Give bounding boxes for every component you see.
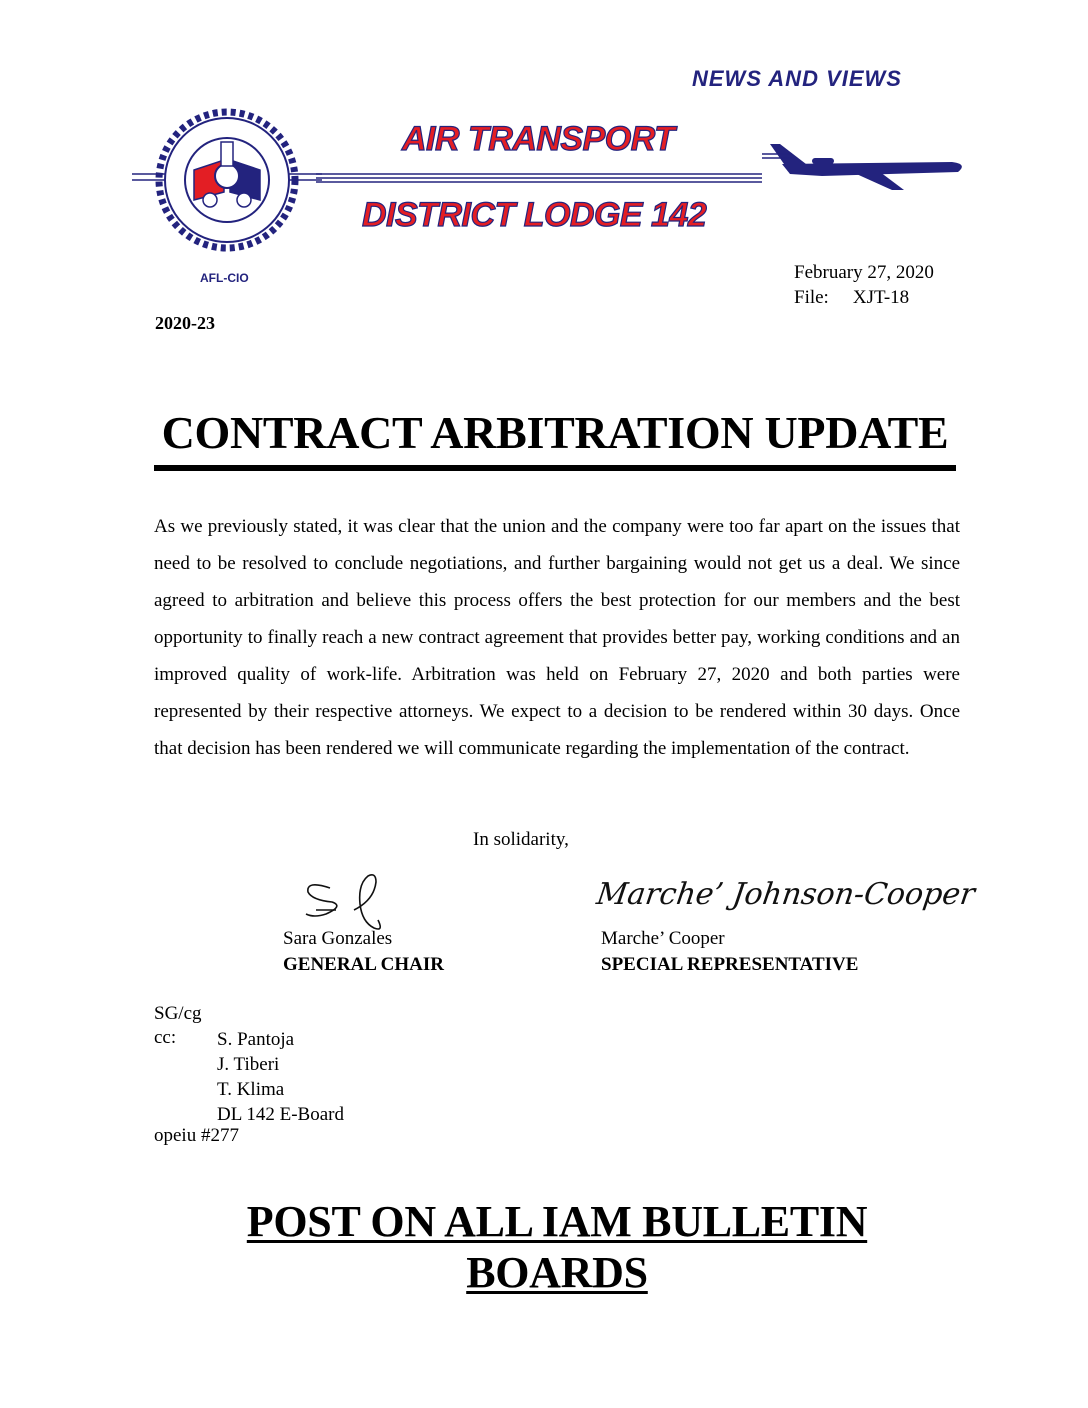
cc-recipient: S. Pantoja — [217, 1029, 295, 1050]
document-date: February 27, 2020 — [794, 262, 934, 283]
typist-initials: SG/cg — [154, 1003, 202, 1024]
signatory-2-name: Marche’ Cooper — [601, 928, 725, 949]
signatory-2-title: SPECIAL REPRESENTATIVE — [601, 954, 859, 975]
jet-airplane-icon — [762, 138, 972, 194]
cc-list — [217, 1027, 344, 1127]
file-label: File: — [794, 287, 829, 308]
afl-cio-label: AFL-CIO — [200, 271, 249, 285]
file-reference — [794, 287, 909, 309]
cc-recipient: T. Klima — [217, 1079, 285, 1100]
body-paragraph: As we previously stated, it was clear that the union and the company were too far apart on the issues that need to be resolved to conclude negotiations, and further bargaining would not get us a deal. We since agreed to arbitration and believe this process offers the best protection for our members and the best opportunity to finally reach a new contract agreement that provides better pay, working conditions and an improved quality of work-life. Arbitration was held on February 27, 2020 and both parties were represented by their respective attorneys. We expect to a decision to be rendered within 30 days. Once that decision has been rendered we will communicate regarding the implementation of the contract. — [154, 516, 960, 759]
union-label: opeiu #277 — [154, 1125, 239, 1146]
org-name-line-1: AIR TRANSPORT — [402, 120, 675, 158]
signatory-1-name: Sara Gonzales — [283, 928, 393, 949]
news-and-views-tagline: NEWS AND VIEWS — [692, 66, 902, 91]
issue-number: 2020-23 — [155, 313, 215, 333]
cc-recipient: DL 142 E-Board — [217, 1104, 344, 1125]
file-number: XJT-18 — [852, 287, 910, 308]
iam-gear-seal-icon — [132, 108, 322, 268]
cc-label: cc: — [154, 1027, 177, 1048]
org-name-line-2: DISTRICT LODGE 142 — [362, 196, 707, 234]
document-title: CONTRACT ARBITRATION UPDATE — [161, 407, 949, 458]
closing-salutation: In solidarity, — [473, 829, 569, 850]
title-divider — [154, 465, 956, 471]
signature-text: Marche’ Johnson-Cooper — [594, 877, 977, 912]
signatory-1-title: GENERAL CHAIR — [283, 954, 444, 975]
post-notice: POST ON ALL IAM BULLETIN BOARDS — [246, 1197, 868, 1297]
signature-marche-cooper — [594, 858, 977, 928]
cc-recipient: J. Tiberi — [217, 1054, 280, 1075]
